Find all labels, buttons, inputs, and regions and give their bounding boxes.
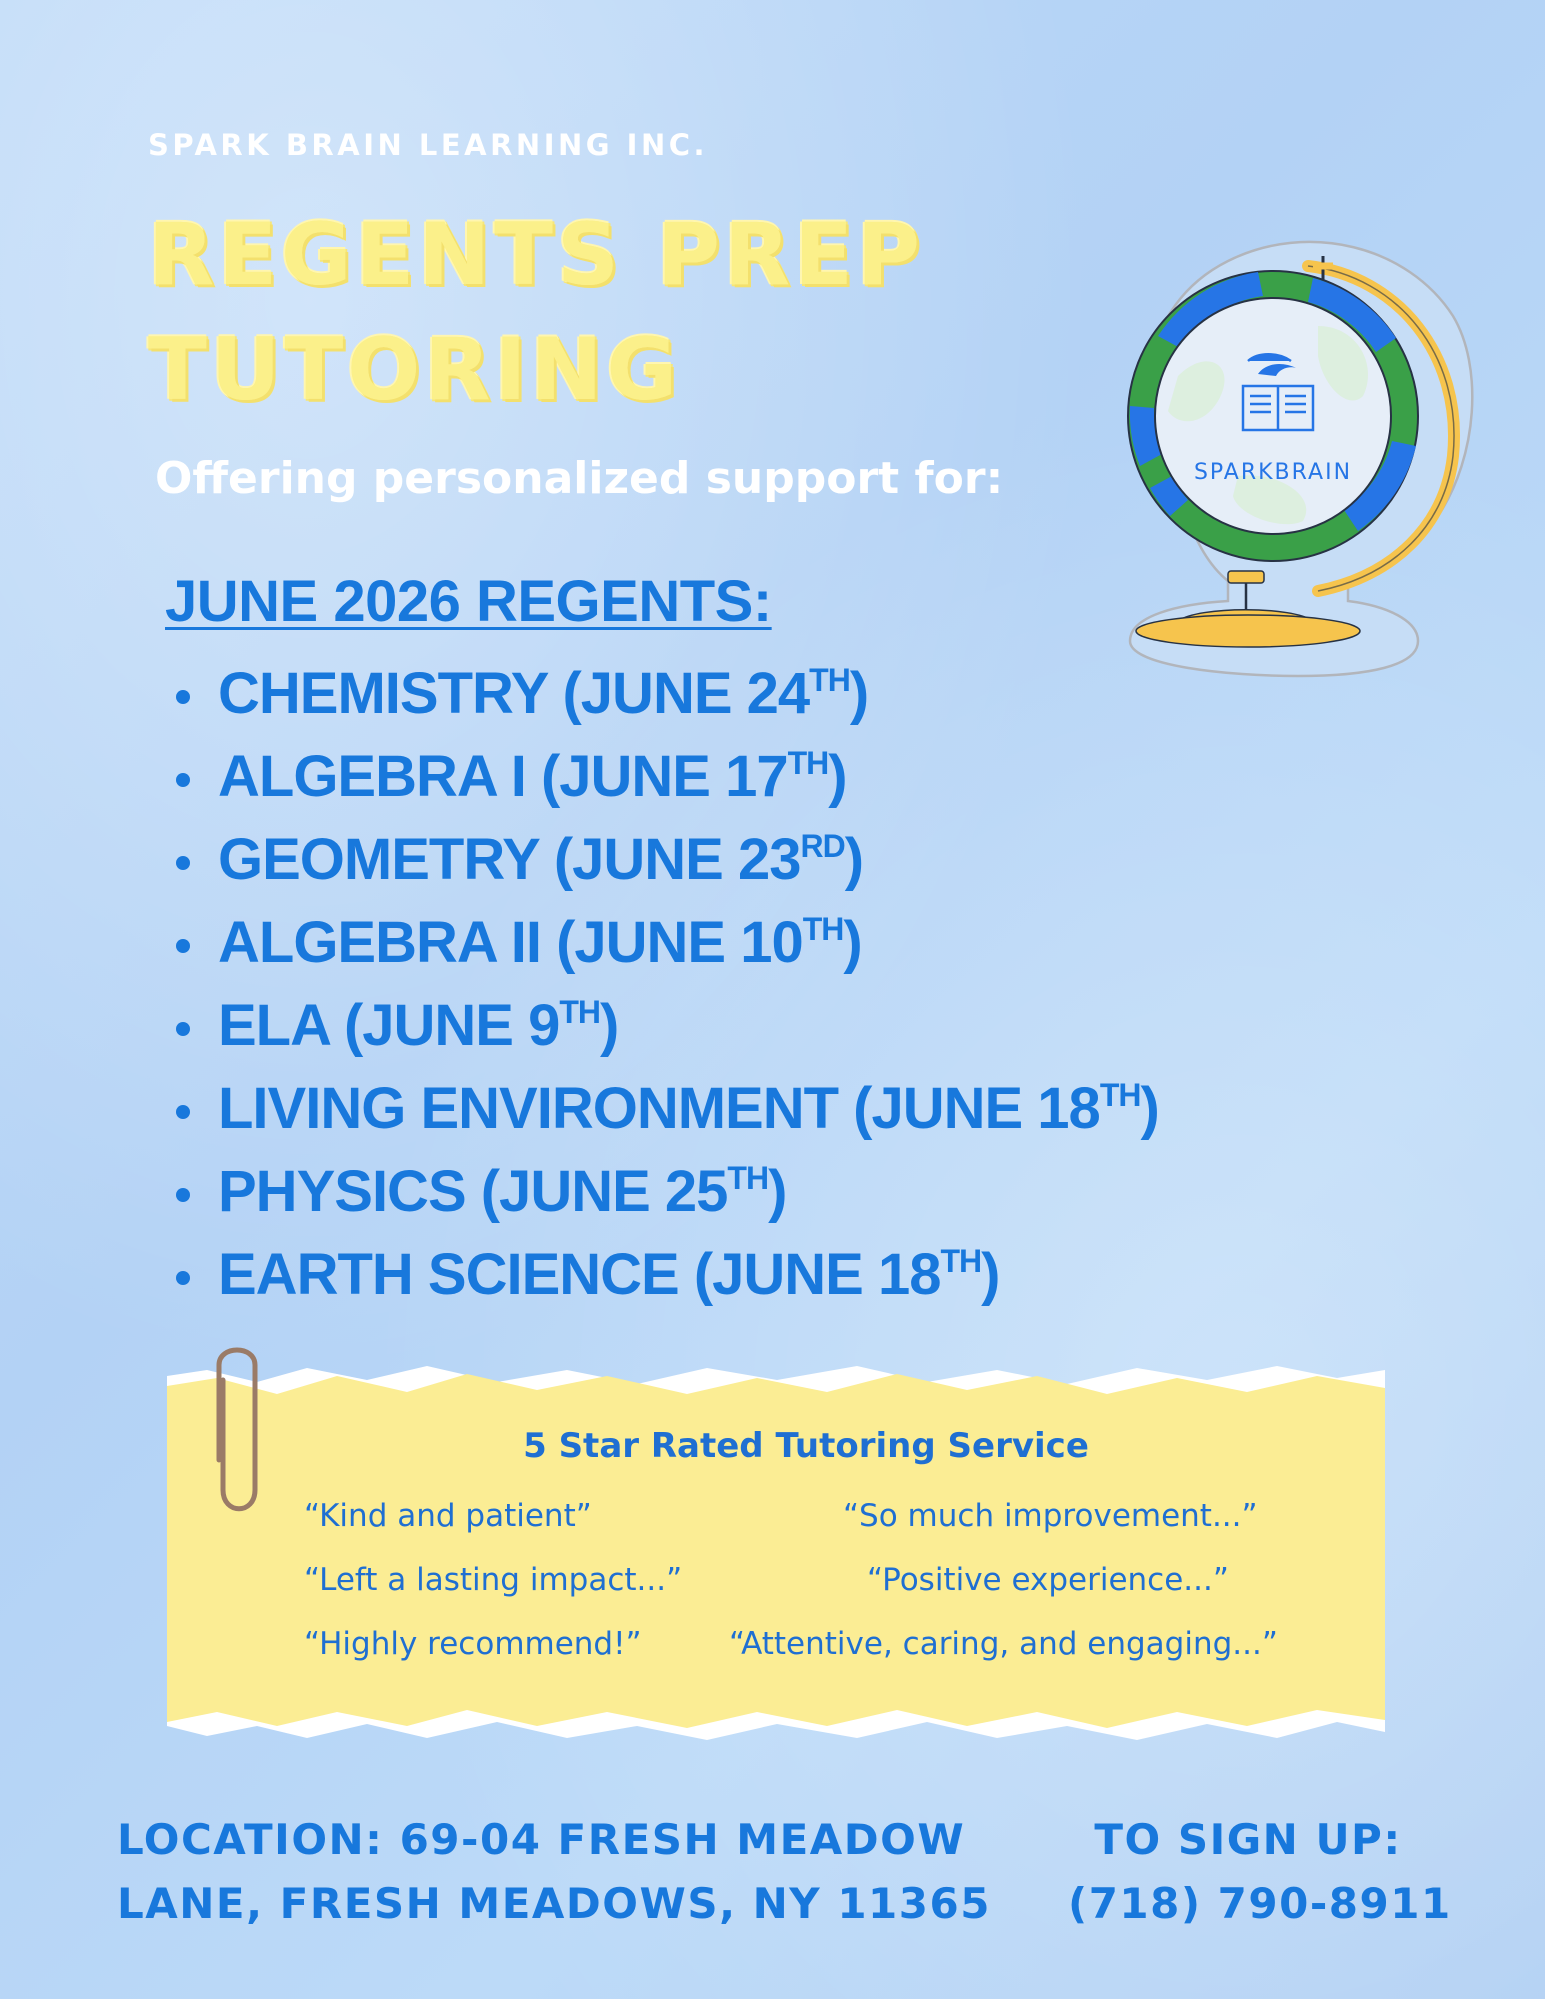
exam-text: ALGEBRA II (JUNE 10TH)	[218, 910, 862, 975]
bullet-icon	[176, 1271, 190, 1285]
bullet-icon	[176, 856, 190, 870]
testimonial-quote: “Positive experience...”	[867, 1562, 1229, 1598]
bullet-icon	[176, 1105, 190, 1119]
bullet-icon	[176, 1188, 190, 1202]
exam-text: PHYSICS (JUNE 25TH)	[218, 1159, 787, 1224]
exam-text: EARTH SCIENCE (JUNE 18TH)	[218, 1242, 1000, 1307]
bullet-icon	[176, 773, 190, 787]
exam-text: LIVING ENVIRONMENT (JUNE 18TH)	[218, 1076, 1159, 1141]
company-name: SPARK BRAIN LEARNING INC.	[148, 128, 709, 162]
exam-text: CHEMISTRY (JUNE 24TH)	[218, 661, 869, 726]
bullet-icon	[176, 1022, 190, 1036]
signup-label: TO SIGN UP:	[1094, 1815, 1402, 1864]
testimonial-note	[167, 1360, 1385, 1748]
logo-text: SPARKBRAIN	[1193, 460, 1353, 485]
testimonial-quote: “Highly recommend!”	[304, 1626, 642, 1662]
testimonial-title: 5 Star Rated Tutoring Service	[523, 1426, 1089, 1466]
exam-text: ELA (JUNE 9TH)	[218, 993, 619, 1058]
testimonial-quote: “Left a lasting impact...”	[304, 1562, 683, 1598]
headline-line-2: TUTORING	[148, 320, 682, 420]
bullet-icon	[176, 690, 190, 704]
exam-text: GEOMETRY (JUNE 23RD)	[218, 827, 864, 892]
torn-paper-shape	[167, 1360, 1385, 1748]
testimonial-quote: “So much improvement...”	[843, 1498, 1258, 1534]
sparkbrain-globe-logo	[1118, 226, 1478, 682]
signup-phone[interactable]: (718) 790-8911	[1068, 1879, 1452, 1928]
bullet-icon	[176, 939, 190, 953]
signup-block	[1068, 1808, 1452, 1936]
location-line-2: LANE, FRESH MEADOWS, NY 11365	[117, 1879, 991, 1928]
exam-text: ALGEBRA I (JUNE 17TH)	[218, 744, 847, 809]
section-title: JUNE 2026 REGENTS:	[165, 569, 772, 634]
location-block	[117, 1808, 991, 1936]
subtitle: Offering personalized support for:	[155, 453, 1004, 504]
testimonial-quote: “Attentive, caring, and engaging...”	[729, 1626, 1278, 1662]
headline-line-1: REGENTS PREP	[148, 205, 924, 305]
testimonial-quote: “Kind and patient”	[304, 1498, 592, 1534]
location-line-1: LOCATION: 69-04 FRESH MEADOW	[117, 1815, 966, 1864]
